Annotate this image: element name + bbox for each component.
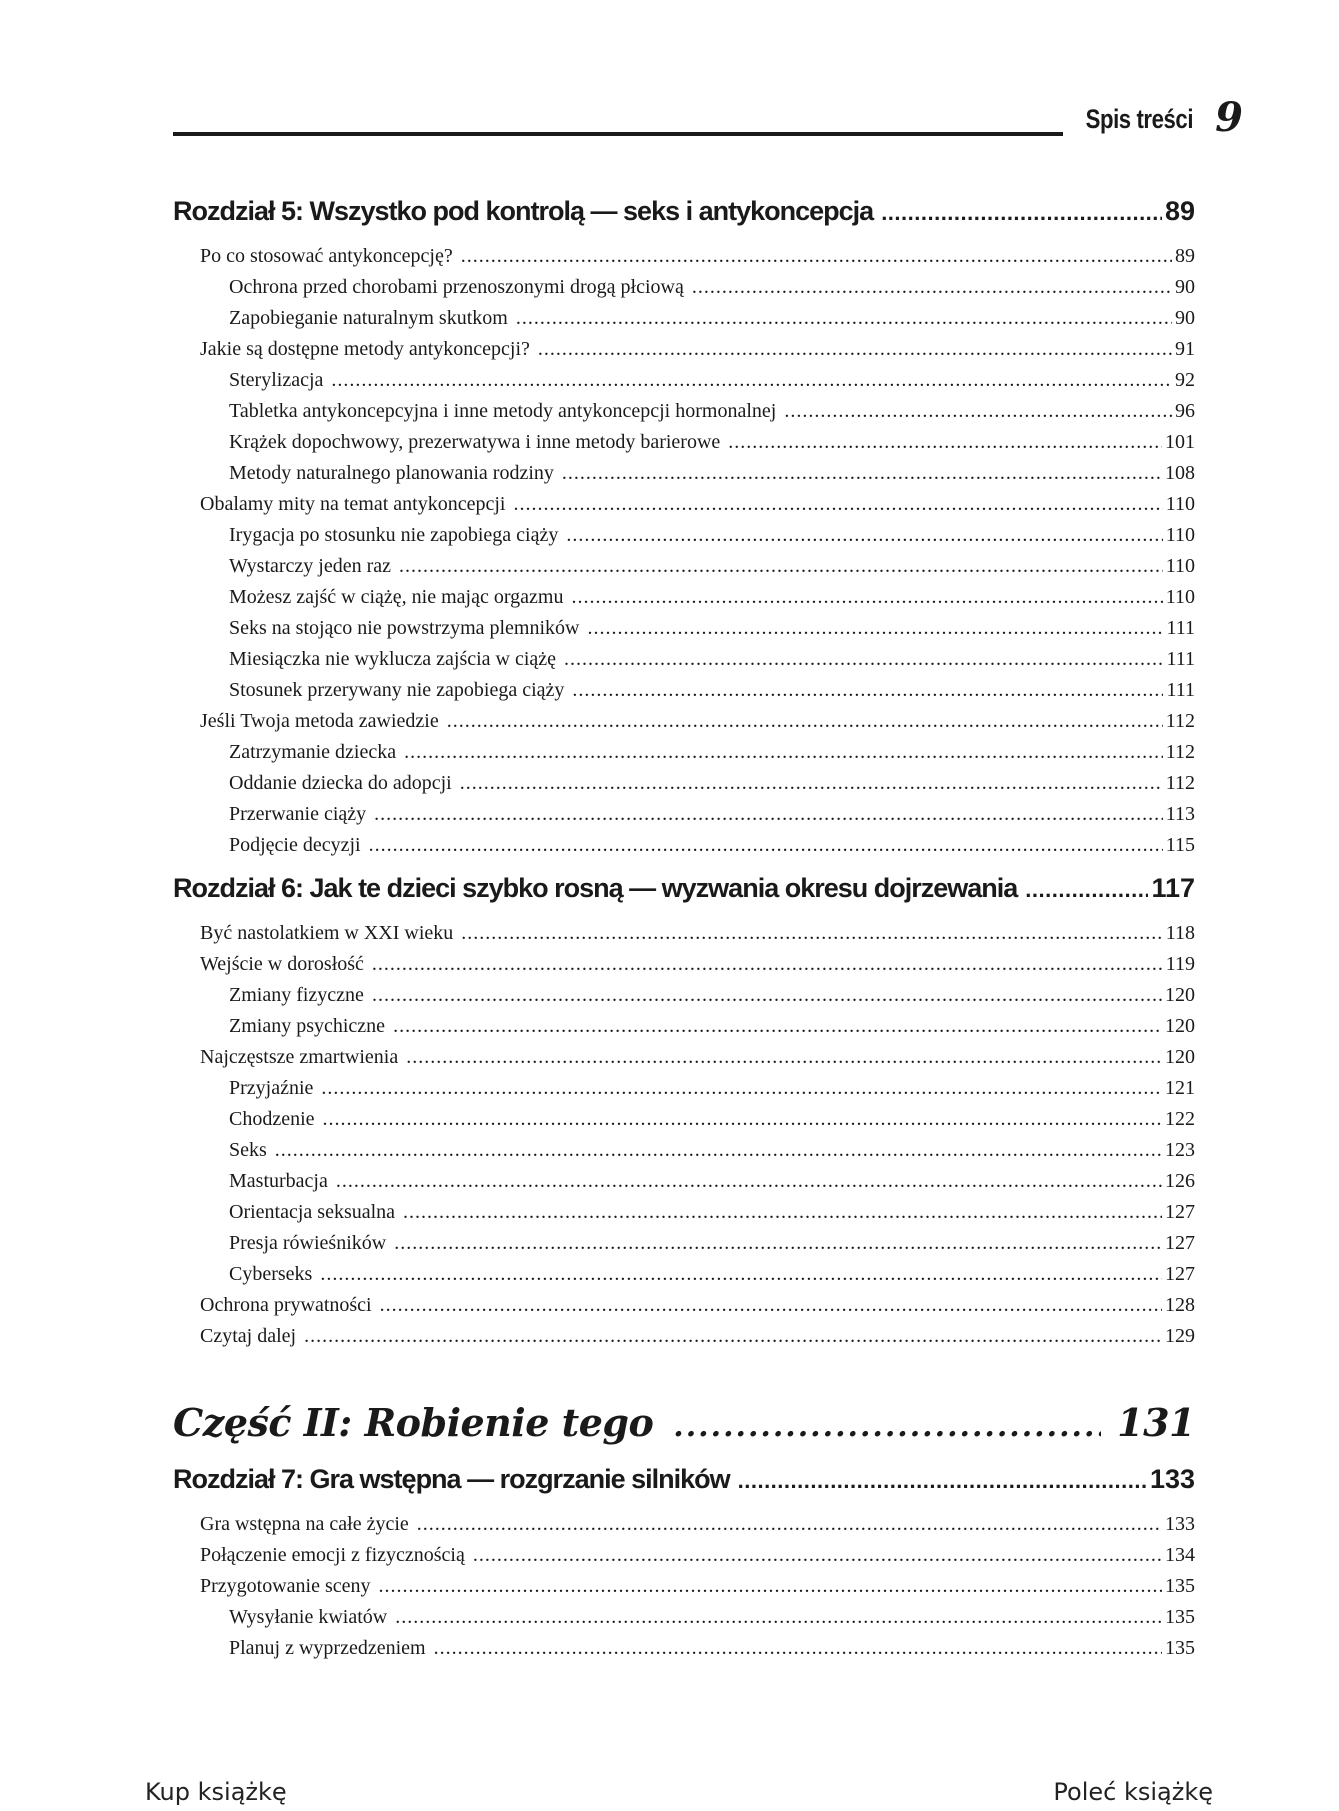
- dot-leader: [403, 1201, 1162, 1224]
- toc-entry-title: Irygacja po stosunku nie zapobiega ciąży: [229, 524, 559, 546]
- toc-entry-title: Jeśli Twoja metoda zawiedzie: [200, 710, 439, 732]
- toc-entry-title: Tabletka antykoncepcyjna i inne metody antykoncepcji hormonalnej: [229, 400, 777, 422]
- toc-entry-title: Metody naturalnego planowania rodziny: [229, 462, 554, 484]
- dot-leader: [406, 1046, 1162, 1069]
- toc-entry-title: Być nastolatkiem w XXI wieku: [200, 922, 454, 944]
- toc-entry-page: 110: [1165, 493, 1195, 515]
- toc-entry-title: Ochrona przed chorobami przenoszonymi drogą płciową: [229, 276, 684, 298]
- toc-entry-title: Wejście w dorosłość: [200, 953, 364, 975]
- toc-entry-page: 89: [1164, 196, 1195, 226]
- toc-entry-page: 115: [1165, 834, 1195, 856]
- toc-entry-chapter: [173, 1464, 1195, 1504]
- toc-entry-sub: [173, 834, 1195, 865]
- dot-leader: [738, 1468, 1147, 1494]
- toc-entry-page: 129: [1165, 1325, 1195, 1347]
- dot-leader: [562, 462, 1162, 485]
- toc-entry-title: Zmiany fizyczne: [229, 984, 364, 1006]
- toc-entry-sec: [173, 710, 1195, 741]
- dot-leader: [372, 953, 1163, 976]
- toc-entry-sec: [173, 1325, 1195, 1356]
- dot-leader: [564, 648, 1163, 671]
- toc-entry-page: 133: [1165, 1513, 1195, 1535]
- toc-entry-sub: [173, 1170, 1195, 1201]
- dot-leader: [372, 984, 1162, 1007]
- toc-entry-page: 135: [1165, 1637, 1195, 1659]
- toc-entry-page: 134: [1165, 1544, 1195, 1566]
- header-rule: [173, 132, 1063, 136]
- dot-leader: [404, 741, 1163, 764]
- toc-entry-title: Masturbacja: [229, 1170, 328, 1192]
- toc-entry-page: 111: [1166, 617, 1195, 639]
- toc-entry-sec: [173, 1544, 1195, 1575]
- dot-leader: [881, 200, 1162, 226]
- toc-entry-title: Rozdział 5: Wszystko pod kontrolą — seks i antykoncepcja: [173, 196, 874, 226]
- toc-entry-title: Przygotowanie sceny: [200, 1575, 371, 1597]
- toc-entry-title: Oddanie dziecka do adopcji: [229, 772, 452, 794]
- toc-entry-title: Orientacja seksualna: [229, 1201, 396, 1223]
- toc-entry-page: 92: [1175, 369, 1195, 391]
- dot-leader: [460, 772, 1163, 795]
- dot-leader: [320, 1263, 1162, 1286]
- toc-entry-title: Stosunek przerywany nie zapobiega ciąży: [229, 679, 565, 701]
- toc-entry-page: 110: [1165, 555, 1195, 577]
- toc-entry-sec: [173, 493, 1195, 524]
- toc-entry-page: 113: [1165, 803, 1195, 825]
- dot-leader: [566, 524, 1162, 547]
- dot-leader: [323, 1108, 1162, 1131]
- toc-entry-title: Rozdział 6: Jak te dzieci szybko rosną — wyzwania okresu dojrzewania: [173, 873, 1018, 903]
- toc-entry-page: 120: [1165, 984, 1195, 1006]
- toc-entry-page: 101: [1165, 431, 1195, 453]
- dot-leader: [393, 1015, 1162, 1038]
- toc-entry-sub: [173, 400, 1195, 431]
- toc-entry-sec: [173, 1513, 1195, 1544]
- dot-leader: [379, 1575, 1162, 1598]
- header-title: Spis treści: [1085, 104, 1193, 134]
- toc-entry-title: Obalamy mity na temat antykoncepcji: [200, 493, 506, 515]
- dot-leader: [571, 586, 1162, 609]
- recommend-book-link[interactable]: Poleć książkę: [1053, 1778, 1213, 1806]
- dot-leader: [374, 803, 1163, 826]
- table-of-contents: [173, 196, 1195, 1668]
- toc-entry-page: 111: [1166, 679, 1195, 701]
- dot-leader: [336, 1170, 1162, 1193]
- toc-entry-page: 110: [1165, 586, 1195, 608]
- dot-leader: [434, 1637, 1162, 1660]
- toc-entry-title: Rozdział 7: Gra wstępna — rozgrzanie silników: [173, 1464, 730, 1494]
- toc-entry-part: [173, 1400, 1195, 1464]
- toc-entry-page: 135: [1165, 1575, 1195, 1597]
- toc-entry-page: 126: [1165, 1170, 1195, 1192]
- toc-entry-title: Cyberseks: [229, 1263, 313, 1285]
- toc-entry-sub: [173, 741, 1195, 772]
- toc-entry-chapter: [173, 873, 1195, 913]
- toc-entry-sub: [173, 462, 1195, 493]
- dot-leader: [399, 555, 1163, 578]
- toc-entry-page: 117: [1151, 873, 1195, 903]
- dot-leader: [380, 1294, 1162, 1317]
- toc-entry-page: 111: [1166, 648, 1195, 670]
- toc-entry-sub: [173, 617, 1195, 648]
- dot-leader: [1025, 877, 1148, 903]
- buy-book-link[interactable]: Kup książkę: [145, 1778, 287, 1806]
- toc-entry-sub: [173, 803, 1195, 834]
- dot-leader: [513, 493, 1162, 516]
- toc-entry-title: Przyjaźnie: [229, 1077, 314, 1099]
- toc-entry-sub: [173, 1201, 1195, 1232]
- toc-entry-title: Planuj z wyprzedzeniem: [229, 1637, 426, 1659]
- toc-entry-title: Najczęstsze zmartwienia: [200, 1046, 399, 1068]
- dot-leader: [417, 1513, 1162, 1536]
- toc-entry-sub: [173, 555, 1195, 586]
- toc-entry-title: Połączenie emocji z fizycznością: [200, 1544, 465, 1566]
- toc-entry-sub: [173, 276, 1195, 307]
- toc-entry-title: Po co stosować antykoncepcję?: [200, 245, 453, 267]
- toc-entry-title: Krążek dopochwowy, prezerwatywa i inne metody barierowe: [229, 431, 721, 453]
- toc-entry-title: Wystarczy jeden raz: [229, 555, 392, 577]
- dot-leader: [473, 1544, 1162, 1567]
- toc-entry-sub: [173, 1015, 1195, 1046]
- toc-entry-sub: [173, 369, 1195, 400]
- toc-entry-page: 96: [1175, 400, 1195, 422]
- toc-entry-title: Gra wstępna na całe życie: [200, 1513, 409, 1535]
- toc-entry-title: Seks na stojąco nie powstrzyma plemników: [229, 617, 580, 639]
- toc-entry-page: 90: [1175, 307, 1195, 329]
- dot-leader: [461, 245, 1172, 268]
- toc-entry-sub: [173, 1077, 1195, 1108]
- toc-entry-page: 119: [1165, 953, 1195, 975]
- toc-entry-title: Przerwanie ciąży: [229, 803, 367, 825]
- toc-entry-sub: [173, 1139, 1195, 1170]
- dot-leader: [516, 307, 1172, 330]
- dot-leader: [321, 1077, 1162, 1100]
- toc-entry-title: Zapobieganie naturalnym skutkom: [229, 307, 508, 329]
- dot-leader: [673, 1409, 1101, 1444]
- toc-entry-sub: [173, 1263, 1195, 1294]
- toc-entry-sec: [173, 953, 1195, 984]
- toc-entry-title: Sterylizacja: [229, 369, 324, 391]
- dot-leader: [304, 1325, 1162, 1348]
- toc-entry-sub: [173, 1606, 1195, 1637]
- toc-entry-page: 118: [1165, 922, 1195, 944]
- toc-entry-page: 123: [1165, 1139, 1195, 1161]
- toc-entry-chapter: [173, 196, 1195, 236]
- toc-entry-page: 128: [1165, 1294, 1195, 1316]
- toc-entry-title: Czytaj dalej: [200, 1325, 297, 1347]
- toc-entry-title: Część II: Robienie tego: [173, 1400, 654, 1445]
- toc-entry-title: Presja rówieśników: [229, 1232, 387, 1254]
- toc-entry-page: 120: [1165, 1046, 1195, 1068]
- dot-leader: [395, 1606, 1162, 1629]
- toc-entry-title: Zatrzymanie dziecka: [229, 741, 397, 763]
- toc-entry-page: 133: [1149, 1464, 1195, 1494]
- toc-entry-sub: [173, 648, 1195, 679]
- dot-leader: [538, 338, 1172, 361]
- toc-entry-page: 120: [1165, 1015, 1195, 1037]
- dot-leader: [331, 369, 1172, 392]
- dot-leader: [572, 679, 1163, 702]
- toc-entry-page: 112: [1165, 710, 1195, 732]
- running-header: [173, 94, 1243, 141]
- dot-leader: [275, 1139, 1162, 1162]
- toc-entry-title: Jakie są dostępne metody antykoncepcji?: [200, 338, 530, 360]
- toc-entry-sec: [173, 245, 1195, 276]
- toc-entry-page: 122: [1165, 1108, 1195, 1130]
- toc-entry-title: Ochrona prywatności: [200, 1294, 372, 1316]
- toc-entry-page: 131: [1117, 1400, 1195, 1445]
- dot-leader: [692, 276, 1172, 299]
- toc-entry-sub: [173, 1108, 1195, 1139]
- dot-leader: [369, 834, 1163, 857]
- toc-entry-sub: [173, 1232, 1195, 1263]
- toc-entry-page: 108: [1165, 462, 1195, 484]
- toc-entry-page: 121: [1165, 1077, 1195, 1099]
- toc-entry-sub: [173, 772, 1195, 803]
- toc-entry-sub: [173, 679, 1195, 710]
- toc-entry-page: 112: [1165, 741, 1195, 763]
- toc-entry-page: 89: [1175, 245, 1195, 267]
- toc-entry-page: 135: [1165, 1606, 1195, 1628]
- toc-entry-title: Wysyłanie kwiatów: [229, 1606, 388, 1628]
- toc-entry-page: 91: [1175, 338, 1195, 360]
- toc-entry-page: 127: [1165, 1263, 1195, 1285]
- toc-entry-page: 127: [1165, 1232, 1195, 1254]
- toc-entry-sub: [173, 586, 1195, 617]
- dot-leader: [447, 710, 1163, 733]
- toc-entry-title: Podjęcie decyzji: [229, 834, 361, 856]
- toc-entry-sec: [173, 338, 1195, 369]
- toc-entry-page: 110: [1165, 524, 1195, 546]
- toc-entry-title: Seks: [229, 1139, 267, 1161]
- page-number: 9: [1215, 94, 1243, 141]
- toc-entry-sec: [173, 1575, 1195, 1606]
- toc-entry-sub: [173, 431, 1195, 462]
- toc-entry-sec: [173, 1294, 1195, 1325]
- dot-leader: [394, 1232, 1162, 1255]
- toc-entry-sub: [173, 524, 1195, 555]
- dot-leader: [728, 431, 1162, 454]
- dot-leader: [461, 922, 1162, 945]
- toc-entry-page: 112: [1165, 772, 1195, 794]
- toc-entry-sub: [173, 307, 1195, 338]
- toc-entry-title: Zmiany psychiczne: [229, 1015, 386, 1037]
- toc-entry-page: 90: [1175, 276, 1195, 298]
- dot-leader: [784, 400, 1172, 423]
- toc-entry-title: Chodzenie: [229, 1108, 315, 1130]
- toc-entry-title: Miesiączka nie wyklucza zajścia w ciążę: [229, 648, 557, 670]
- toc-entry-page: 127: [1165, 1201, 1195, 1223]
- toc-entry-sub: [173, 1637, 1195, 1668]
- toc-entry-title: Możesz zajść w ciążę, nie mając orgazmu: [229, 586, 564, 608]
- toc-entry-sec: [173, 1046, 1195, 1077]
- toc-entry-sec: [173, 922, 1195, 953]
- dot-leader: [588, 617, 1164, 640]
- toc-entry-sub: [173, 984, 1195, 1015]
